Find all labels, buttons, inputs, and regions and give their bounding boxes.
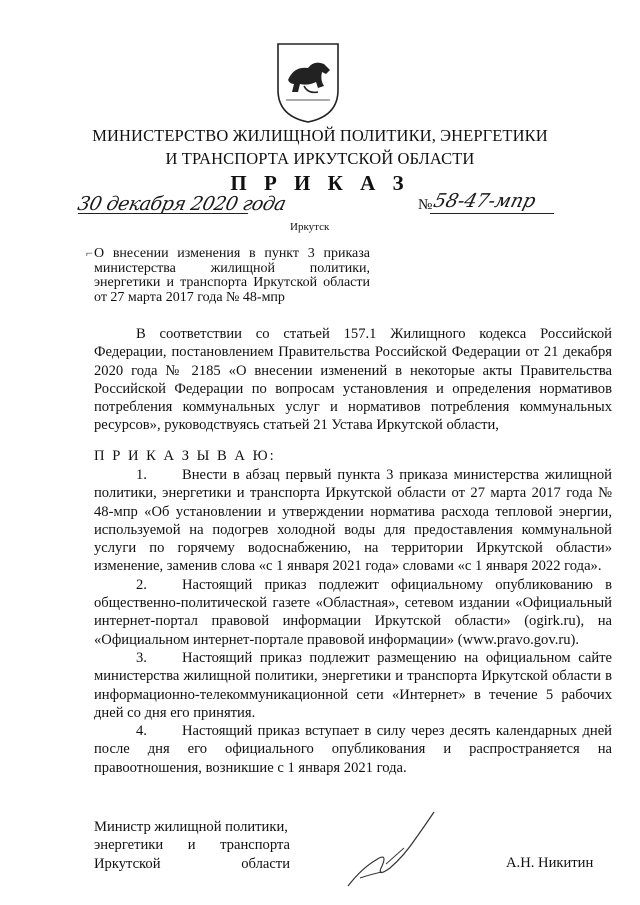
subject-line-2: министерства жилищной политики, [94,260,370,276]
ministry-line-2: И ТРАНСПОРТА ИРКУТСКОЙ ОБЛАСТИ [165,149,475,168]
order-subject [94,247,370,305]
item-text: Настоящий приказ подлежит размещению на официальном сайте министерства жилищной политики, энергетики и транспорта Иркутской области в информационно-телекоммуникационной сети «Интернет» в течение 5 рабочих дней со дня его принятия. [94,649,612,721]
subject-line-3: энергетики и транспорта Иркутской области [94,275,370,290]
order-item [94,576,612,649]
item-text: Настоящий приказ подлежит официальному опубликованию в общественно-политической газете «Областная», сетевом издании «Официальный интернет-портал правовой информации Иркутской области» (ogirk.ru), на «Официальном интернет-портале правовой информации» (www.pravo.gov.ru). [94,576,612,648]
item-number: 2. [136,576,147,593]
preamble-text: В соответствии со статьей 157.1 Жилищного кодекса Российской Федерации, постановлением Правительства Российской Федерации от 21 декабря 2020 года № 2185 «О внесении изменений в некоторые акты Правительства Российской Федерации по вопросам установления и определения нормативов потребления коммунальных услуг и нормативов потребления коммунальных ресурсов», руководствуясь статьей 21 Устава Иркутской области, [94,326,612,434]
order-item [94,649,612,722]
signer-name: А.Н. Никитин [506,855,594,871]
order-title: П Р И К А З [230,171,410,195]
item-number: 3. [136,649,147,666]
prikazyvayu-heading: П Р И К А З Ы В А Ю: [94,448,276,464]
number-prefix: № [418,197,433,213]
order-item [94,722,612,777]
number-underline [430,213,554,214]
subject-line-1: О внесении изменения в пункт 3 приказа [94,246,370,261]
handwritten-date: 30 декабря 2020 года [75,193,288,215]
order-item [94,466,612,576]
item-text: Внести в абзац первый пункта 3 приказа министерства жилищной политики, энергетики и транспорта Иркутской области от 27 марта 2017 года № 48-мпр «Об установлении и утверждении норматива расхода тепловой энергии, используемой на подогрев холодной воды для предоставления коммунальной услуги по горячему водоснабжению, на территории Иркутской области» изменение, заменив слова «с 1 января 2021 года» словами «с 1 января 2022 года». [94,467,612,575]
irkutsk-coat-of-arms-icon [274,40,342,124]
order-items [94,466,612,777]
signer-line-1: Министр жилищной политики, [94,819,288,835]
signer-line-2: энергетики и транспорта [94,837,290,854]
item-text: Настоящий приказ вступает в силу через десять календарных дней после дня его официального опубликования и распространяется на правоотношения, возникшие с 1 января 2021 года. [94,723,612,776]
subject-line-4: от 27 марта 2017 года № 48-мпр [94,289,285,305]
date-underline [78,213,248,214]
ministry-line-1: МИНИСТЕРСТВО ЖИЛИЩНОЙ ПОЛИТИКИ, ЭНЕРГЕТИКИ [92,126,548,145]
city-label: Иркутск [290,221,330,233]
preamble-paragraph [94,325,612,435]
handwritten-signature-icon [342,808,442,892]
subject-corner-mark-icon: ⌐ [86,246,93,260]
signer-title [94,818,290,873]
item-number: 1. [136,467,147,483]
item-number: 4. [136,723,147,740]
handwritten-number: 58-47-мпр [431,190,539,212]
signer-line-3: Иркутской области [94,855,290,872]
ministry-name [60,124,580,170]
